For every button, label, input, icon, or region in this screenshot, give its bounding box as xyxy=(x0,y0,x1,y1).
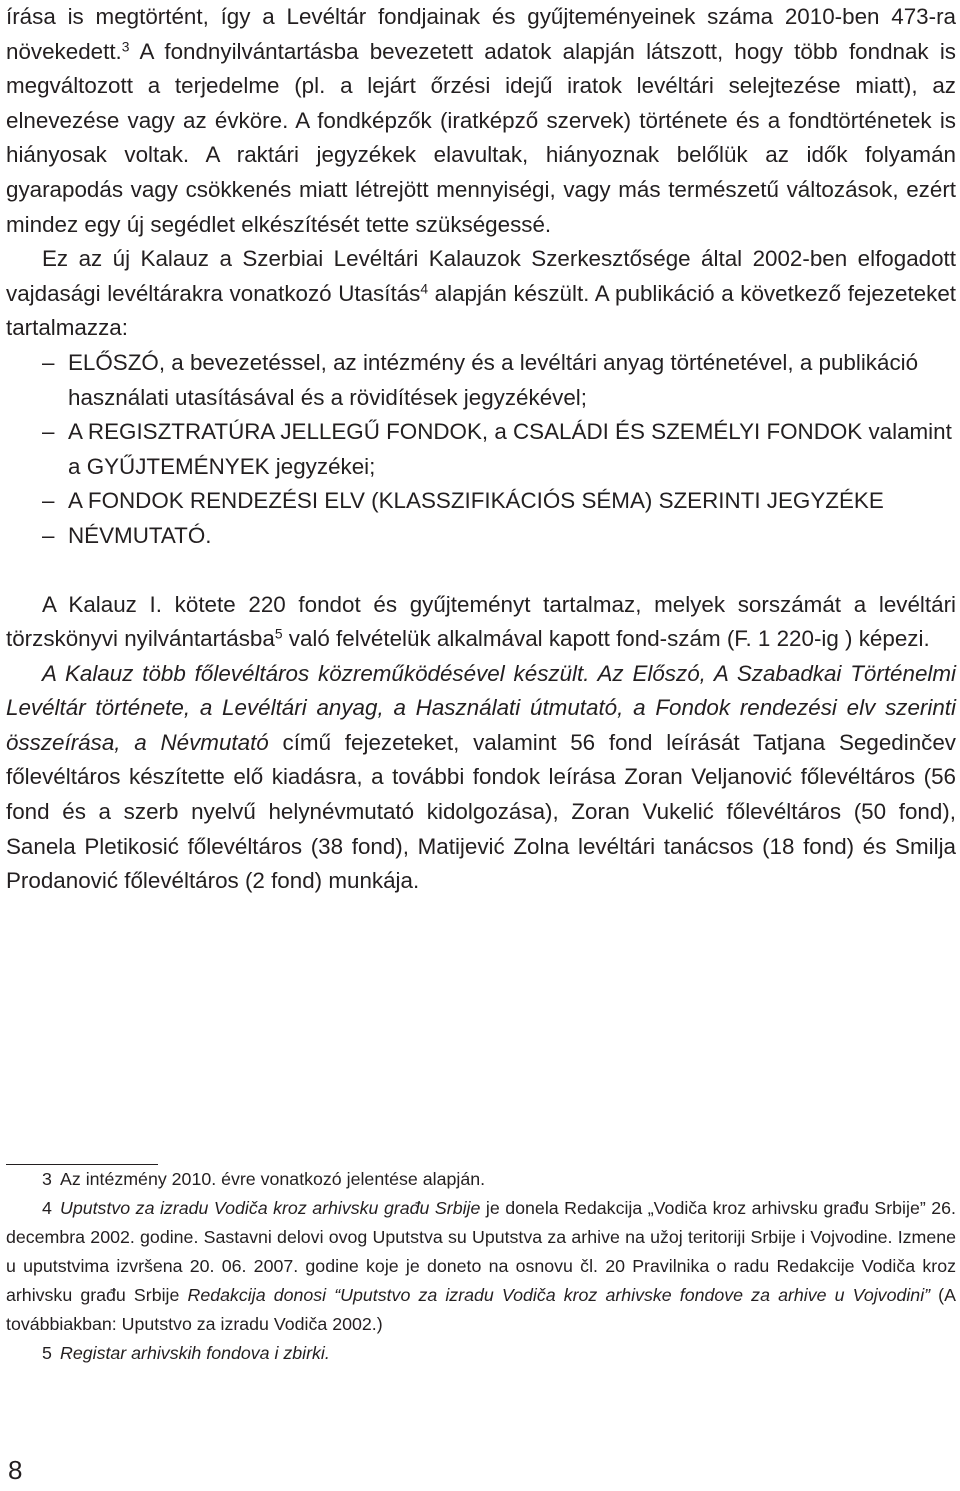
list-item-caps: ELŐSZÓ xyxy=(68,349,159,375)
page-number: 8 xyxy=(8,1455,23,1485)
paragraph-2-text-a: Ez az új Kalauz a Szerbiai Levéltári Kalauzok Szerkesztősége által 2002-ben elfogadott vajdasági levéltárakra vonatkozó Utasítás xyxy=(6,246,956,306)
footnote-ref-5[interactable]: 5 xyxy=(274,625,283,642)
paragraph-3-text-a: A Kalauz I. kötete 220 fondot és gyűjteményt tartalmaz, melyek sorszámát a levéltári törzskönyvi nyilvántartásba xyxy=(6,591,956,652)
list-item xyxy=(6,415,956,484)
list-item xyxy=(6,519,956,554)
footnote-italic: Redakcija donosi “Uputstvo za izradu Vodiča kroz arhivske fondove za arhive u Vojvodini” xyxy=(187,1285,931,1305)
list-item-caps: CSALÁDI ÉS SZEMÉLYI FONDOK xyxy=(513,419,863,445)
footnote-text: je donela Redakcija „Vodiča kroz arhivsku građu Srbije” 26. decembra 2002. godine. Sastavni delovi ovog Uputstva su Uputstva za arhive na užoj teritoriji Srbije i Vojvodine. Izmene u uputstvima izvršena 20. 06. 2007. godine koje je doneto na osnovu čl. 20 Pravilnika o radu Redakcije Vodiča kroz arhivsku građu Srbije xyxy=(6,1198,956,1305)
list-item-caps: A REGISZTRATÚRA JELLEGŰ FONDOK xyxy=(68,419,482,445)
footnote-5 xyxy=(6,1339,956,1368)
list-item xyxy=(6,346,956,415)
paragraph-4-italic: A Kalauz több főlevéltáros közreműködésével készült. Az Előszó, A Szabadkai Történelmi Levéltár története, a Levéltári anyag, a Használati útmutató, a Fondok rendezési elv szerinti összeírása, a Névmutató xyxy=(6,660,956,755)
footnote-text: Az intézmény 2010. évre vonatkozó jelentése alapján. xyxy=(60,1169,486,1189)
chapter-list xyxy=(6,346,956,554)
paragraph-1 xyxy=(6,0,956,242)
footnote-4 xyxy=(6,1194,956,1339)
list-item-caps: NÉVMUTATÓ xyxy=(68,522,206,548)
paragraph-1-text-a: írása is megtörtént, így a Levéltár fondjainak és gyűjteményeinek száma 2010-ben 473-ra növekedett. xyxy=(6,4,956,64)
footnote-3 xyxy=(6,1165,956,1194)
list-item-caps: GYŰJTEMÉNYEK xyxy=(86,453,270,479)
dash-bullet: – xyxy=(42,419,55,445)
list-item-text: , a xyxy=(481,419,514,445)
footnote-ref-4[interactable]: 4 xyxy=(420,280,429,297)
footnote-number: 3 xyxy=(42,1169,52,1189)
footnotes xyxy=(6,1165,956,1368)
page-body xyxy=(6,0,956,899)
list-item-caps: A FONDOK RENDEZÉSI ELV (KLASSZIFIKÁCIÓS SÉMA) SZERINTI JEGYZÉKE xyxy=(68,488,884,514)
paragraph-2 xyxy=(6,242,956,346)
list-item-text: . xyxy=(205,522,212,548)
paragraph-1-text-b: A fondnyilvántartásba bevezetett adatok alapján látszott, hogy több fondnak is megváltozott a terjedelme (pl. a lejárt őrzési idejű iratok levéltári selejtezése miatt), az elnevezése vagy az évköre. A fondképzők (iratképző szervek) története és a fondtörténetek is hiányosak voltak. A raktári jegyzékek elavultak, hiányoznak belőlük az idők folyamán gyarapodás vagy csökkenés miatt létrejött mennyiségi, vagy más természetű változások, ezért mindez egy új segédlet elkészítését tette szükségessé. xyxy=(6,38,956,237)
list-item-text: , a bevezetéssel, az intézmény és a levéltári anyag történetével, a publikáció használati utasításával és a rövidítések jegyzékével; xyxy=(68,349,919,410)
footnote-number: 5 xyxy=(42,1343,52,1363)
list-item-text: valamint a xyxy=(68,419,952,479)
list-item xyxy=(6,484,956,519)
dash-bullet: – xyxy=(42,488,55,514)
paragraph-4-text: című fejezeteket, valamint 56 fond leírását Tatjana Segedinčev főlevéltáros készítette elő kiadásra, a további fondok leírása Zoran Veljanović főlevéltáros (56 fond és a szerb nyelvű helynévmutató kidolgozása), Zoran Vukelić főlevéltáros (50 fond), Sanela Pletikosić főlevéltáros (38 fond), Matijević Zolna levéltári tanácsos (18 fond) és Smilja Prodanović főlevéltáros (2 fond) munkája. xyxy=(6,729,956,894)
footnote-text: (A továbbiakban: Uputstvo za izradu Vodiča 2002.) xyxy=(6,1285,956,1334)
footnote-number: 4 xyxy=(42,1198,52,1218)
dash-bullet: – xyxy=(42,349,55,375)
footnote-italic: Registar arhivskih fondova i zbirki. xyxy=(60,1343,330,1363)
paragraph-4 xyxy=(6,657,956,899)
paragraph-3-text-b: való felvételük alkalmával kapott fond-szám (F. 1 220-ig ) képezi. xyxy=(282,626,930,652)
dash-bullet: – xyxy=(42,522,55,548)
paragraph-2-text-b: alapján készült. A publikáció a következő fejezeteket tartalmazza: xyxy=(6,280,956,341)
footnote-ref-3[interactable]: 3 xyxy=(121,37,130,54)
paragraph-3 xyxy=(6,588,956,657)
spacer xyxy=(6,554,956,588)
list-item-text: jegyzékei; xyxy=(269,453,376,479)
footnote-italic: Uputstvo za izradu Vodiča kroz arhivsku građu Srbije xyxy=(60,1198,481,1218)
